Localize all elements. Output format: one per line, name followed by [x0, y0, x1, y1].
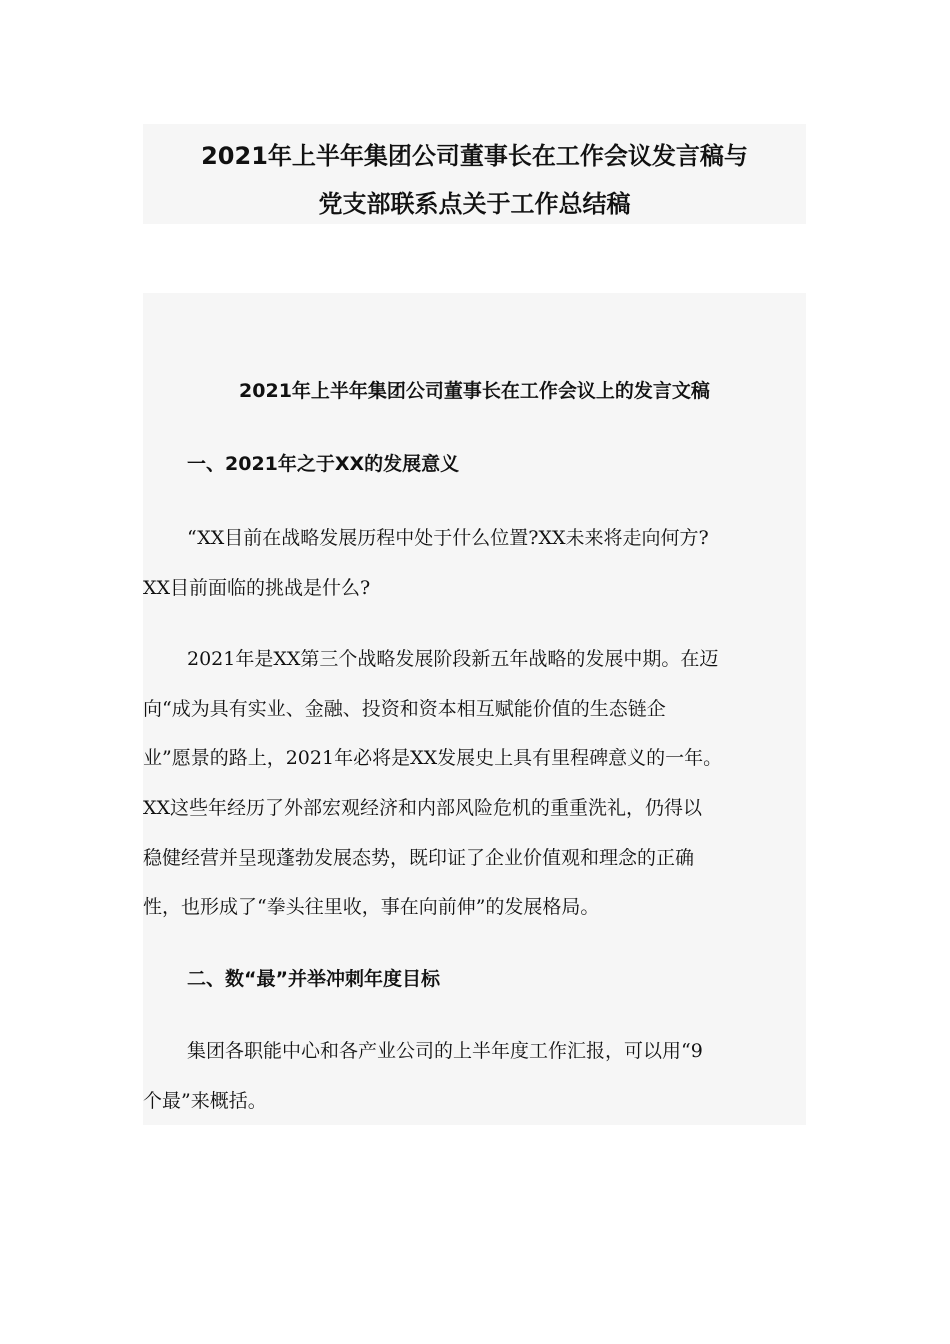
section-heading-2: 二、数“最”并举冲刺年度目标: [187, 968, 440, 990]
paragraph-1-line-2: XX目前面临的挑战是什么?: [143, 577, 371, 599]
paragraph-3-line-2: 个最”来概括。: [143, 1090, 267, 1112]
document-title: [143, 124, 806, 224]
title-line-2: 党支部联系点关于工作总结稿: [318, 190, 631, 218]
paragraph-2-line-2: 向“成为具有实业、金融、投资和资本相互赋能价值的生态链企: [143, 698, 666, 720]
paragraph-2-line-6: 性，也形成了“拳头往里收，事在向前伸”的发展格局。: [143, 896, 600, 918]
section-heading-1: 一、2021年之于XX的发展意义: [187, 453, 460, 475]
paragraph-3-line-1: 集团各职能中心和各产业公司的上半年度工作汇报，可以用“9: [187, 1040, 703, 1062]
speech-title: 2021年上半年集团公司董事长在工作会议上的发言文稿: [239, 380, 710, 402]
paragraph-2-line-3: 业”愿景的路上，2021年必将是XX发展史上具有里程碑意义的一年。: [143, 747, 723, 769]
document-body: [143, 293, 806, 1125]
paragraph-2-line-4: XX这些年经历了外部宏观经济和内部风险危机的重重洗礼，仍得以: [143, 797, 703, 819]
paragraph-2-line-1: 2021年是XX第三个战略发展阶段新五年战略的发展中期。在迈: [187, 648, 719, 670]
paragraph-2-line-5: 稳健经营并呈现蓬勃发展态势，既印证了企业价值观和理念的正确: [143, 847, 695, 869]
paragraph-1-line-1: “XX目前在战略发展历程中处于什么位置?XX未来将走向何方?: [187, 527, 709, 549]
title-line-1: 2021年上半年集团公司董事长在工作会议发言稿与: [201, 142, 748, 170]
